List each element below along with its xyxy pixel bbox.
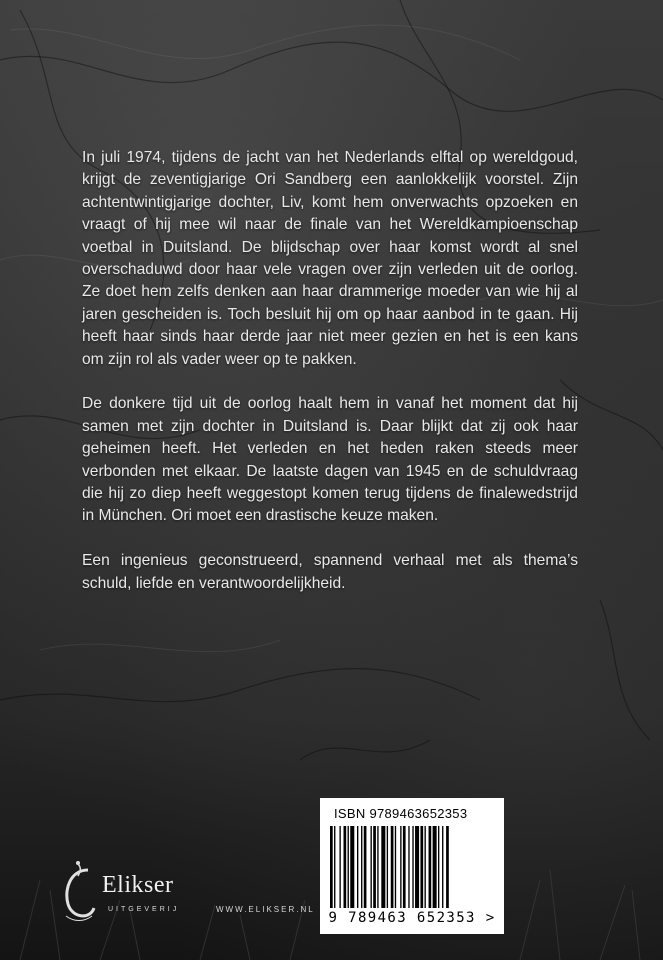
barcode-bar — [429, 826, 432, 908]
barcode-bar — [373, 826, 376, 908]
blurb-paragraph-2: De donkere tijd uit de oorlog haalt hem in vanaf het moment dat hij samen met zijn dochter in Duitsland is. Daar blijkt dat zij ook haar geheimen heeft. Het verleden en het heden raken steeds meer verbonden met elkaar. De laatste dagen van 1945 en de schuldvraag die hij zo diep heeft weggestopt komen terug tijdens de finalewedstrijd in München. Ori moet een drastische keuze maken. — [82, 395, 578, 525]
barcode-bar — [412, 826, 413, 908]
elikser-emblem-icon — [58, 860, 102, 926]
barcode-bar — [357, 826, 358, 908]
barcode-bar — [339, 826, 340, 908]
publisher-name: Elikser — [102, 872, 174, 898]
barcode-bar — [361, 826, 362, 908]
barcode-bar — [364, 826, 367, 908]
barcode-bar — [442, 826, 443, 908]
barcode-bar — [403, 826, 406, 908]
barcode-digits: 9 789463 652353 > — [328, 910, 496, 926]
isbn-label: ISBN 9789463652353 — [334, 806, 468, 821]
barcode-bar — [344, 826, 347, 908]
publisher-logo — [58, 860, 208, 926]
barcode-bar — [433, 826, 437, 908]
barcode-bar — [381, 826, 385, 908]
blurb-paragraph-1: In juli 1974, tijdens de jacht van het Nederlands elftal op wereldgoud, krijgt de zeventigjarige Ori Sandberg een aanlokkelijk voorstel. Zijn achtentwintigjarige dochter, Liv, komt hem onverwachts opzoeken en vraagt of hij mee wil naar de finale van het Wereldkampioenschap voetbal in Duitsland. De blijdschap over haar komst wordt al snel overschaduwd door haar vele vragen over zijn verleden uit de oorlog. Ze doet hem zelfs denken aan haar drammerige moeder van wie hij al jaren gescheiden is. Toch besluit hij om op haar aanbod in te gaan. Hij heeft haar sinds haar derde jaar niet meer gezien en het is een kans om zijn rol als vader weer op te pakken. — [82, 149, 578, 368]
isbn-barcode — [320, 798, 504, 934]
barcode-bar — [400, 826, 401, 908]
barcode-bar — [438, 826, 439, 908]
publisher-website: WWW.ELIKSER.NL — [216, 905, 315, 914]
barcode-bar — [391, 826, 394, 908]
barcode-bar — [330, 826, 333, 908]
barcode-bar — [395, 826, 396, 908]
back-cover-blurb — [82, 147, 578, 617]
barcode-bar — [334, 826, 335, 908]
barcode-bar — [446, 826, 449, 908]
barcode-bar — [425, 826, 426, 908]
barcode-bar — [348, 826, 349, 908]
barcode-bar — [371, 826, 372, 908]
barcode-bar — [350, 826, 354, 908]
blurb-paragraph-3: Een ingenieus geconstrueerd, spannend verhaal met als thema’s schuld, liefde en verantwoordelijkheid. — [82, 552, 578, 592]
barcode-bar — [408, 826, 409, 908]
barcode-bar — [415, 826, 419, 908]
barcode-bar — [420, 826, 423, 908]
barcode-bar — [387, 826, 388, 908]
publisher-subtitle: UITGEVERIJ — [108, 906, 180, 913]
barcode-bars — [328, 826, 496, 908]
barcode-bar — [377, 826, 378, 908]
